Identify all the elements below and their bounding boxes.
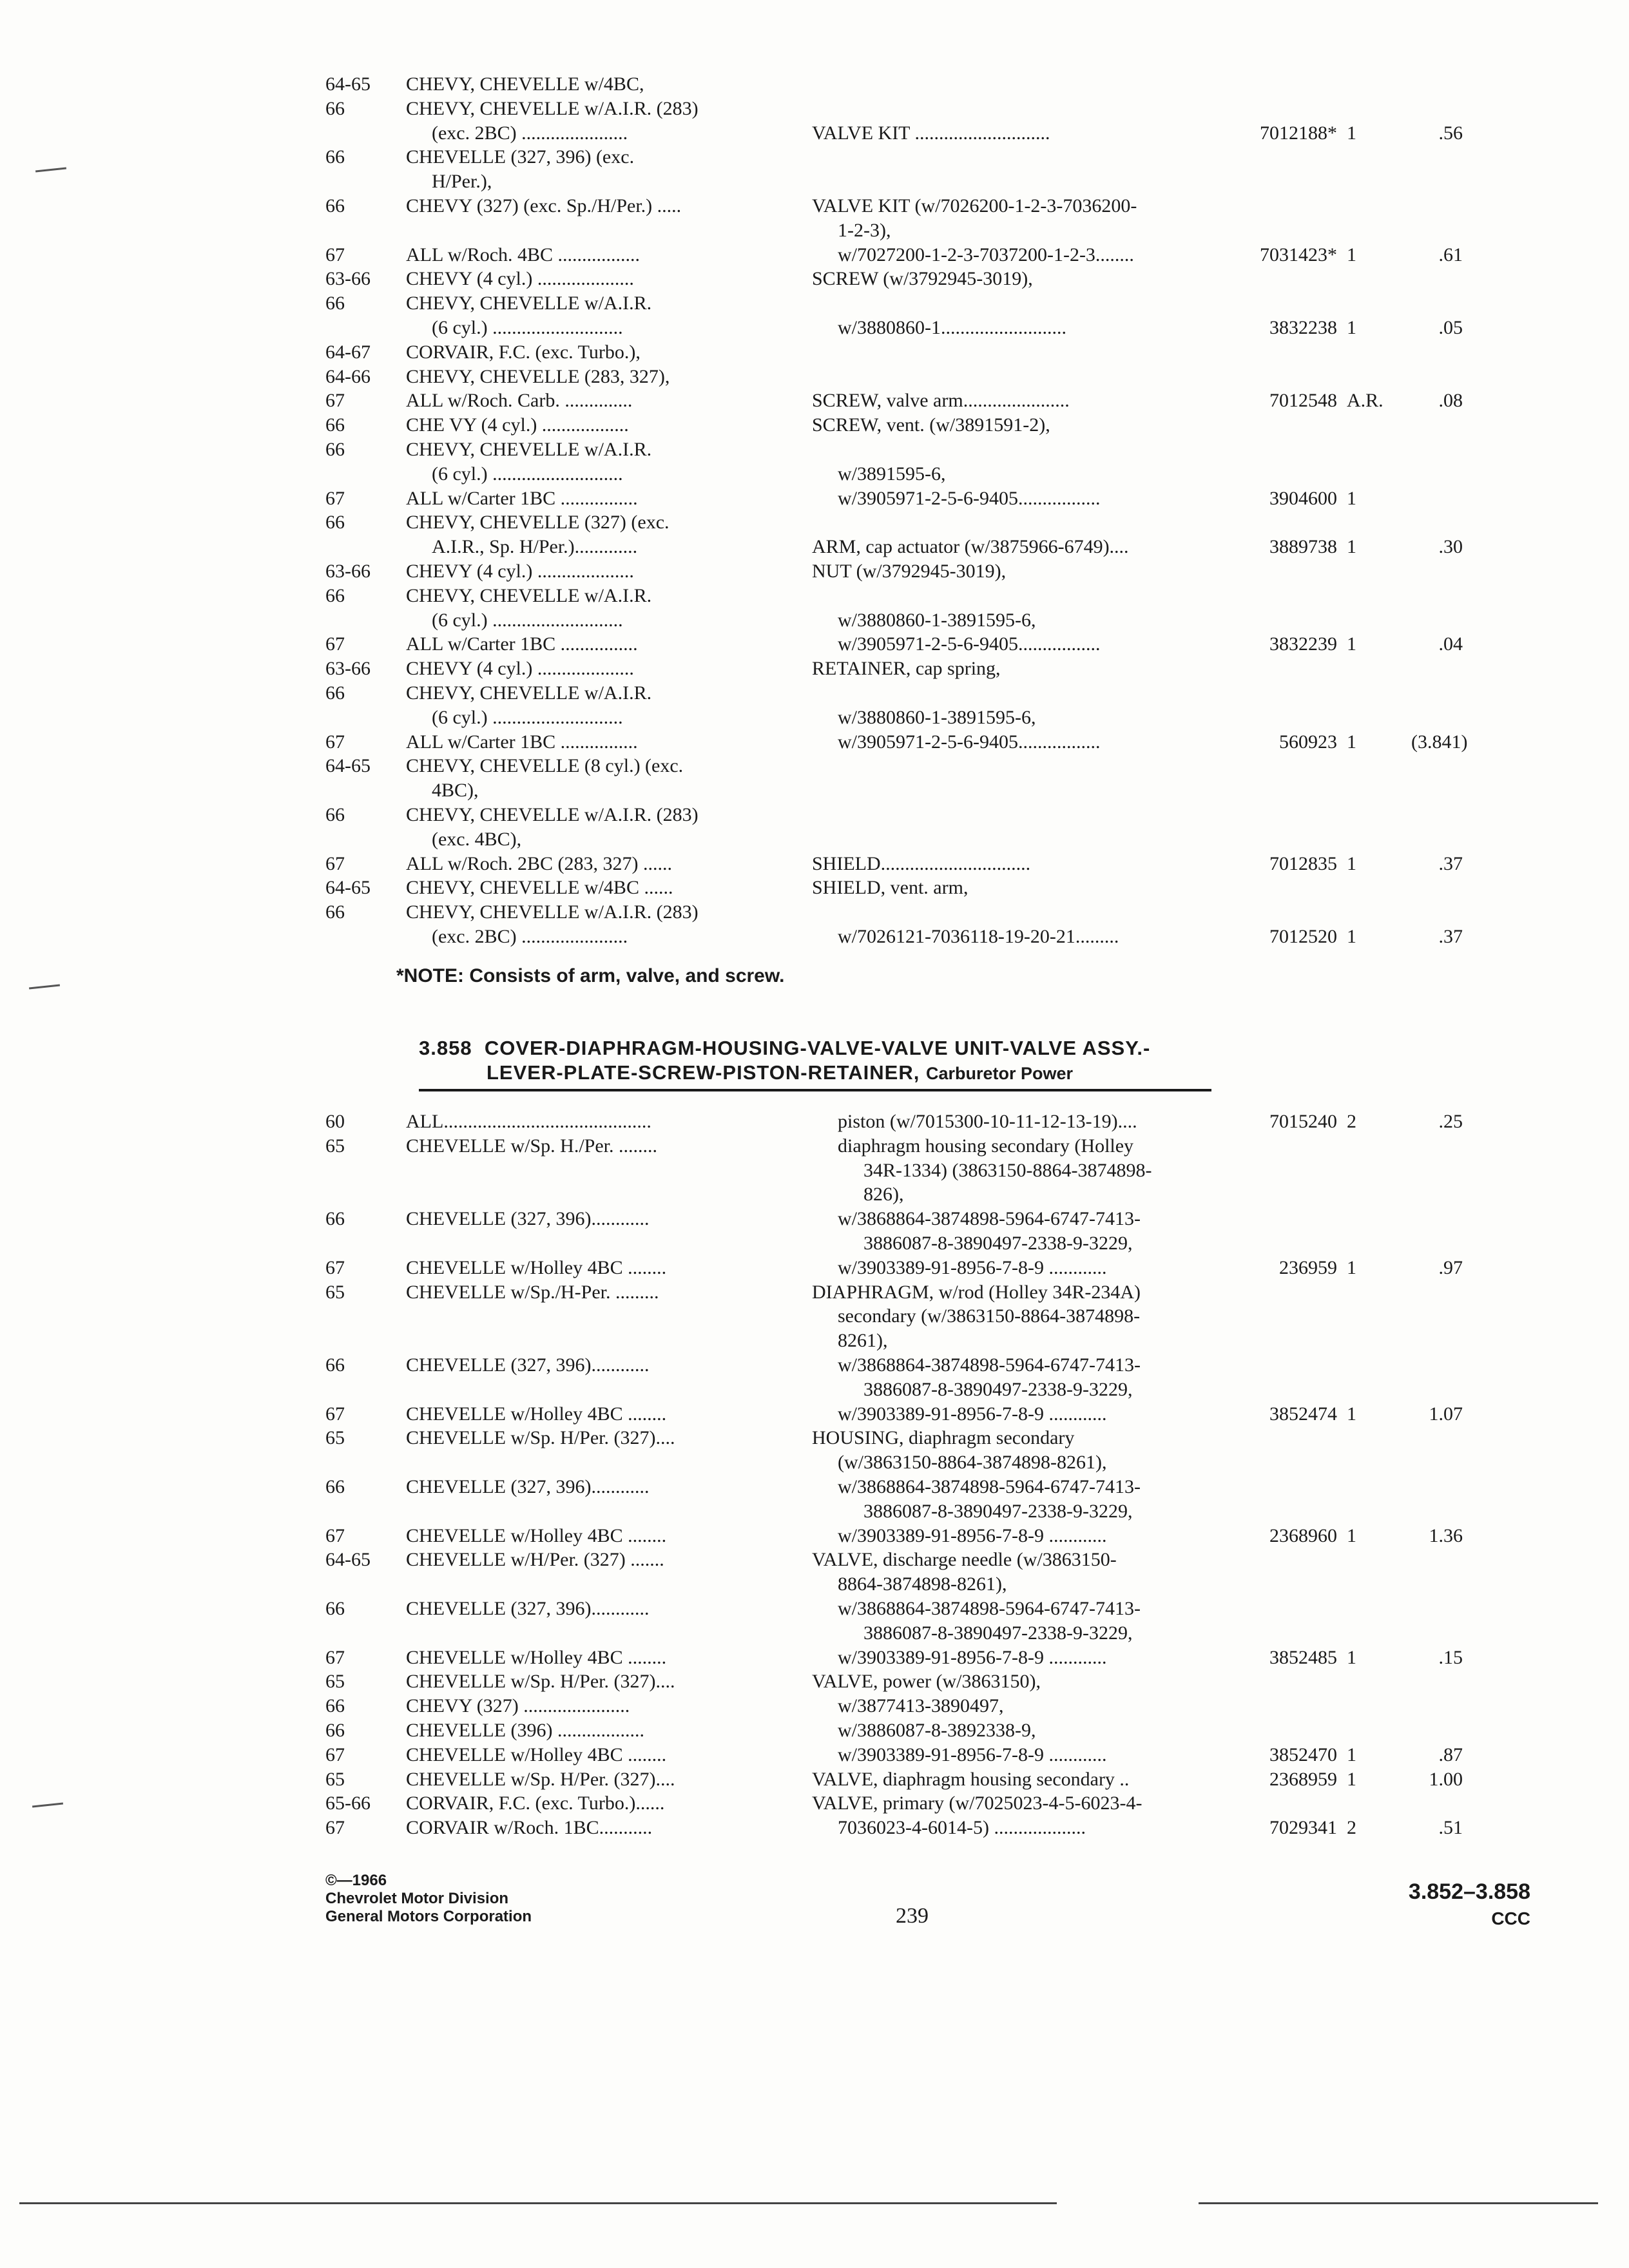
part-description: VALVE, power (w/3863150), bbox=[812, 1671, 1041, 1692]
part-description: diaphragm housing secondary (Holley bbox=[838, 1135, 1134, 1157]
part-number: 7012188* bbox=[1260, 122, 1337, 144]
application: CHEVELLE w/Holley 4BC ........ bbox=[406, 1257, 667, 1278]
application: CHEVELLE w/Sp. H/Per. (327).... bbox=[406, 1769, 675, 1790]
quantity: 1 bbox=[1347, 926, 1356, 947]
part-number: 7012835 bbox=[1269, 853, 1337, 874]
part-description: secondary (w/3863150-8864-3874898- bbox=[838, 1305, 1141, 1327]
section-number: 3.858 bbox=[419, 1037, 472, 1059]
model-year: 64-65 bbox=[325, 73, 371, 95]
table-row bbox=[0, 1694, 1629, 1718]
model-year: 65 bbox=[325, 1769, 345, 1790]
application: ALL w/Roch. 2BC (283, 327) ...... bbox=[406, 853, 673, 874]
table-row bbox=[0, 1256, 1629, 1280]
table-row bbox=[0, 778, 1629, 803]
part-description: w/3886087-8-3892338-9, bbox=[838, 1720, 1036, 1741]
list-price: .56 bbox=[1438, 122, 1463, 144]
quantity: 1 bbox=[1347, 1403, 1356, 1425]
part-description: SCREW, vent. (w/3891591-2), bbox=[812, 414, 1050, 436]
table-row bbox=[0, 291, 1629, 316]
application: CHEVY (327) (exc. Sp./H/Per.) ..... bbox=[406, 195, 682, 216]
application: 4BC), bbox=[432, 780, 479, 801]
copyright: ©—1966 bbox=[325, 1872, 387, 1889]
part-description: RETAINER, cap spring, bbox=[812, 658, 1001, 679]
table-row bbox=[0, 1110, 1629, 1134]
part-description: 3886087-8-3890497-2338-9-3229, bbox=[863, 1233, 1133, 1254]
part-description: 34R-1334) (3863150-8864-3874898- bbox=[863, 1160, 1152, 1181]
quantity: 1 bbox=[1347, 244, 1356, 265]
part-number: 560923 bbox=[1279, 731, 1337, 753]
part-number: 3852474 bbox=[1269, 1403, 1337, 1425]
part-description: w/3903389-91-8956-7-8-9 ............ bbox=[838, 1403, 1107, 1425]
table-row bbox=[0, 1450, 1629, 1475]
table-row bbox=[0, 559, 1629, 584]
part-description: w/3868864-3874898-5964-6747-7413- bbox=[838, 1476, 1141, 1497]
table-row bbox=[0, 852, 1629, 876]
application: ALL w/Carter 1BC ................ bbox=[406, 731, 638, 753]
part-description: SHIELD, vent. arm, bbox=[812, 877, 969, 898]
model-year: 67 bbox=[325, 731, 345, 753]
table-row bbox=[0, 1499, 1629, 1524]
application: CHEVY (4 cyl.) .................... bbox=[406, 268, 634, 289]
bottom-rule-right bbox=[1199, 2202, 1598, 2204]
application: CHEVELLE (327, 396)............ bbox=[406, 1208, 650, 1229]
list-price: .05 bbox=[1438, 317, 1463, 338]
part-description: w/7027200-1-2-3-7037200-1-2-3........ bbox=[838, 244, 1134, 265]
table-row bbox=[0, 1767, 1629, 1792]
page-number: 239 bbox=[896, 1904, 929, 1928]
model-year: 67 bbox=[325, 1403, 345, 1425]
table-row bbox=[0, 1182, 1629, 1207]
section-heading-rule bbox=[419, 1089, 1211, 1091]
model-year: 66 bbox=[325, 585, 345, 606]
table-row bbox=[0, 1548, 1629, 1572]
part-description: (w/3863150-8864-3874898-8261), bbox=[838, 1452, 1107, 1473]
quantity: 1 bbox=[1347, 1257, 1356, 1278]
model-year: 67 bbox=[325, 853, 345, 874]
part-description: piston (w/7015300-10-11-12-13-19).... bbox=[838, 1111, 1137, 1132]
table-row bbox=[0, 437, 1629, 462]
part-description: w/3880860-1.......................... bbox=[838, 317, 1066, 338]
table-row bbox=[0, 1572, 1629, 1597]
model-year: 66 bbox=[325, 293, 345, 314]
table-row bbox=[0, 72, 1629, 97]
table-row bbox=[0, 462, 1629, 486]
application: CHEVY (4 cyl.) .................... bbox=[406, 658, 634, 679]
table-row bbox=[0, 1158, 1629, 1183]
part-description: VALVE KIT (w/7026200-1-2-3-7036200- bbox=[812, 195, 1137, 216]
part-description: w/3903389-91-8956-7-8-9 ............ bbox=[838, 1744, 1107, 1765]
quantity: 1 bbox=[1347, 536, 1356, 557]
model-year: 64-65 bbox=[325, 1549, 371, 1570]
part-description: w/3877413-3890497, bbox=[838, 1695, 1004, 1716]
model-year: 64-66 bbox=[325, 366, 371, 387]
model-year: 66 bbox=[325, 1720, 345, 1741]
list-price: .61 bbox=[1438, 244, 1463, 265]
application: CHEVELLE (327, 396)............ bbox=[406, 1476, 650, 1497]
part-description: w/3905971-2-5-6-9405................. bbox=[838, 488, 1101, 509]
model-year: 65 bbox=[325, 1282, 345, 1303]
model-year: 67 bbox=[325, 1817, 345, 1838]
list-price: .30 bbox=[1438, 536, 1463, 557]
table-row bbox=[0, 1426, 1629, 1450]
model-year: 66 bbox=[325, 512, 345, 533]
section-title-line2: LEVER-PLATE-SCREW-PISTON-RETAINER, bbox=[487, 1061, 920, 1084]
application: CORVAIR w/Roch. 1BC........... bbox=[406, 1817, 653, 1838]
list-price: 1.00 bbox=[1429, 1769, 1463, 1790]
quantity: 1 bbox=[1347, 317, 1356, 338]
application: CHEVELLE w/Holley 4BC ........ bbox=[406, 1403, 667, 1425]
application: CHEVELLE w/Sp./H-Per. ......... bbox=[406, 1282, 659, 1303]
quantity: 1 bbox=[1347, 488, 1356, 509]
list-price: 1.07 bbox=[1429, 1403, 1463, 1425]
application: CHEVELLE w/Sp. H/Per. (327).... bbox=[406, 1671, 675, 1692]
part-description: VALVE, diaphragm housing secondary .. bbox=[812, 1769, 1130, 1790]
model-year: 66 bbox=[325, 682, 345, 704]
application: CHEVY, CHEVELLE w/A.I.R. bbox=[406, 682, 652, 704]
part-number: 7029341 bbox=[1269, 1817, 1337, 1838]
model-year: 67 bbox=[325, 1257, 345, 1278]
part-number: 7012520 bbox=[1269, 926, 1337, 947]
part-description: SHIELD............................... bbox=[812, 853, 1031, 874]
section-range-block bbox=[1379, 1878, 1530, 1932]
list-price: .25 bbox=[1438, 1111, 1463, 1132]
table-row bbox=[0, 1329, 1629, 1353]
model-year: 66 bbox=[325, 1598, 345, 1619]
quantity: A.R. bbox=[1347, 390, 1383, 411]
part-number: 7015240 bbox=[1269, 1111, 1337, 1132]
application: CHEVY, CHEVELLE w/A.I.R. bbox=[406, 293, 652, 314]
model-year: 65 bbox=[325, 1427, 345, 1448]
section-heading bbox=[419, 1036, 1150, 1086]
table-row bbox=[0, 706, 1629, 730]
part-description: w/3903389-91-8956-7-8-9 ............ bbox=[838, 1647, 1107, 1668]
table-row bbox=[0, 1646, 1629, 1670]
table-row bbox=[0, 681, 1629, 706]
margin-mark bbox=[29, 984, 60, 989]
application: CHEVY, CHEVELLE (8 cyl.) (exc. bbox=[406, 755, 684, 776]
application: CHEVY, CHEVELLE (283, 327), bbox=[406, 366, 670, 387]
note: *NOTE: Consists of arm, valve, and screw. bbox=[396, 965, 785, 986]
quantity: 1 bbox=[1347, 1647, 1356, 1668]
model-year: 65 bbox=[325, 1671, 345, 1692]
list-price: .51 bbox=[1438, 1817, 1463, 1838]
model-year: 63-66 bbox=[325, 268, 371, 289]
table-row bbox=[0, 535, 1629, 559]
application: A.I.R., Sp. H/Per.)............. bbox=[432, 536, 638, 557]
part-description: w/3891595-6, bbox=[838, 463, 946, 485]
application: (6 cyl.) ........................... bbox=[432, 463, 623, 485]
part-description: 3886087-8-3890497-2338-9-3229, bbox=[863, 1379, 1133, 1400]
part-number: 7031423* bbox=[1260, 244, 1337, 265]
table-row bbox=[0, 486, 1629, 511]
table-row bbox=[0, 389, 1629, 413]
model-year: 63-66 bbox=[325, 561, 371, 582]
table-row bbox=[0, 1134, 1629, 1158]
part-number: 3904600 bbox=[1269, 488, 1337, 509]
part-description: NUT (w/3792945-3019), bbox=[812, 561, 1007, 582]
table-row bbox=[0, 510, 1629, 535]
table-row bbox=[0, 413, 1629, 437]
table-row bbox=[0, 1718, 1629, 1743]
part-description: 3886087-8-3890497-2338-9-3229, bbox=[863, 1622, 1133, 1644]
model-year: 66 bbox=[325, 1695, 345, 1716]
application: (exc. 2BC) ...................... bbox=[432, 122, 628, 144]
application: (6 cyl.) ........................... bbox=[432, 610, 623, 631]
part-description: SCREW (w/3792945-3019), bbox=[812, 268, 1033, 289]
model-year: 67 bbox=[325, 1525, 345, 1546]
corporation: General Motors Corporation bbox=[325, 1908, 532, 1925]
model-year: 66 bbox=[325, 414, 345, 436]
part-description: 3886087-8-3890497-2338-9-3229, bbox=[863, 1501, 1133, 1522]
table-row bbox=[0, 267, 1629, 291]
model-year: 66 bbox=[325, 1208, 345, 1229]
application: CHEVY (4 cyl.) .................... bbox=[406, 561, 634, 582]
part-description: VALVE, primary (w/7025023-4-5-6023-4- bbox=[812, 1792, 1142, 1814]
table-row bbox=[0, 365, 1629, 389]
table-row bbox=[0, 632, 1629, 657]
table-row bbox=[0, 1597, 1629, 1621]
part-description: w/3880860-1-3891595-6, bbox=[838, 707, 1036, 728]
application: ALL w/Carter 1BC ................ bbox=[406, 633, 638, 655]
model-year: 67 bbox=[325, 633, 345, 655]
quantity: 1 bbox=[1347, 633, 1356, 655]
table-row bbox=[0, 1621, 1629, 1646]
model-year: 63-66 bbox=[325, 658, 371, 679]
part-description: DIAPHRAGM, w/rod (Holley 34R-234A) bbox=[812, 1282, 1141, 1303]
part-description: ARM, cap actuator (w/3875966-6749).... bbox=[812, 536, 1129, 557]
model-year: 66 bbox=[325, 439, 345, 460]
table-row bbox=[0, 169, 1629, 194]
table-row bbox=[0, 1378, 1629, 1402]
application: CHEVELLE (327, 396)............ bbox=[406, 1354, 650, 1376]
table-row bbox=[0, 1816, 1629, 1840]
model-year: 64-65 bbox=[325, 755, 371, 776]
part-number: 236959 bbox=[1279, 1257, 1337, 1278]
part-description: VALVE, discharge needle (w/3863150- bbox=[812, 1549, 1117, 1570]
model-year: 64-65 bbox=[325, 877, 371, 898]
part-description: w/3903389-91-8956-7-8-9 ............ bbox=[838, 1257, 1107, 1278]
quantity: 1 bbox=[1347, 1525, 1356, 1546]
table-row bbox=[0, 754, 1629, 778]
part-description: w/3880860-1-3891595-6, bbox=[838, 610, 1036, 631]
table-row bbox=[0, 243, 1629, 267]
part-description: w/3868864-3874898-5964-6747-7413- bbox=[838, 1354, 1141, 1376]
application: H/Per.), bbox=[432, 171, 492, 192]
part-number: 3832238 bbox=[1269, 317, 1337, 338]
model-year: 66 bbox=[325, 901, 345, 923]
model-year: 66 bbox=[325, 1476, 345, 1497]
model-year: 66 bbox=[325, 1354, 345, 1376]
application: CHEVELLE (396) .................. bbox=[406, 1720, 644, 1741]
table-row bbox=[0, 803, 1629, 827]
table-row bbox=[0, 657, 1629, 681]
list-price: .97 bbox=[1438, 1257, 1463, 1278]
list-price: 1.36 bbox=[1429, 1525, 1463, 1546]
table-row bbox=[0, 340, 1629, 365]
part-description: 7036023-4-6014-5) ................... bbox=[838, 1817, 1086, 1838]
application: CHEVY, CHEVELLE w/A.I.R. bbox=[406, 439, 652, 460]
model-year: 67 bbox=[325, 390, 345, 411]
part-description: HOUSING, diaphragm secondary bbox=[812, 1427, 1075, 1448]
quantity: 1 bbox=[1347, 1744, 1356, 1765]
application: CHEVELLE w/Sp. H/Per. (327).... bbox=[406, 1427, 675, 1448]
table-row bbox=[0, 1475, 1629, 1499]
quantity: 1 bbox=[1347, 853, 1356, 874]
table-row bbox=[0, 1524, 1629, 1548]
application: CHEVELLE w/Holley 4BC ........ bbox=[406, 1744, 667, 1765]
list-price: .87 bbox=[1438, 1744, 1463, 1765]
list-price: .37 bbox=[1438, 853, 1463, 874]
model-year: 65-66 bbox=[325, 1792, 371, 1814]
table-row bbox=[0, 584, 1629, 608]
table-row bbox=[0, 316, 1629, 340]
section-title-line1: COVER-DIAPHRAGM-HOUSING-VALVE-VALVE UNIT-VALVE ASSY.- bbox=[484, 1037, 1151, 1059]
list-price: (3.841) bbox=[1411, 731, 1468, 753]
application: CHEVY, CHEVELLE (327) (exc. bbox=[406, 512, 670, 533]
model-year: 65 bbox=[325, 1135, 345, 1157]
table-row bbox=[0, 827, 1629, 852]
table-row bbox=[0, 1743, 1629, 1767]
application: CHEVY, CHEVELLE w/4BC, bbox=[406, 73, 644, 95]
bottom-rule-left bbox=[19, 2202, 1057, 2204]
part-number: 7012548 bbox=[1269, 390, 1337, 411]
table-row bbox=[0, 145, 1629, 169]
table-row bbox=[0, 608, 1629, 633]
application: (6 cyl.) ........................... bbox=[432, 317, 623, 338]
publisher-block bbox=[325, 1872, 532, 1926]
quantity: 1 bbox=[1347, 1769, 1356, 1790]
part-description: 1-2-3), bbox=[838, 220, 891, 241]
part-number: 3832239 bbox=[1269, 633, 1337, 655]
list-price: .37 bbox=[1438, 926, 1463, 947]
table-row bbox=[0, 1231, 1629, 1256]
model-year: 67 bbox=[325, 244, 345, 265]
table-row bbox=[0, 121, 1629, 146]
part-description: SCREW, valve arm...................... bbox=[812, 390, 1070, 411]
application: CHEVY, CHEVELLE w/A.I.R. (283) bbox=[406, 98, 699, 119]
table-row bbox=[0, 1207, 1629, 1231]
table-row bbox=[0, 194, 1629, 218]
quantity: 2 bbox=[1347, 1817, 1356, 1838]
table-row bbox=[0, 1402, 1629, 1427]
application: CHEVELLE (327, 396) (exc. bbox=[406, 146, 635, 168]
application: ALL w/Roch. Carb. .............. bbox=[406, 390, 633, 411]
table-row bbox=[0, 97, 1629, 121]
application: CHEVELLE w/H/Per. (327) ....... bbox=[406, 1549, 664, 1570]
part-number: 2368959 bbox=[1269, 1769, 1337, 1790]
part-description: 826), bbox=[863, 1184, 904, 1205]
application: (exc. 4BC), bbox=[432, 829, 522, 850]
part-description: 8261), bbox=[838, 1330, 888, 1351]
table-row bbox=[0, 876, 1629, 900]
application: ALL........................................... bbox=[406, 1111, 651, 1132]
application: CORVAIR, F.C. (exc. Turbo.), bbox=[406, 341, 641, 363]
list-price: .15 bbox=[1438, 1647, 1463, 1668]
application: CHEVY, CHEVELLE w/A.I.R. (283) bbox=[406, 901, 699, 923]
table-row bbox=[0, 1304, 1629, 1329]
model-year: 67 bbox=[325, 488, 345, 509]
list-price: .04 bbox=[1438, 633, 1463, 655]
section-subtitle: Carburetor Power bbox=[925, 1064, 1074, 1083]
division: Chevrolet Motor Division bbox=[325, 1890, 509, 1907]
model-year: 66 bbox=[325, 98, 345, 119]
table-row bbox=[0, 218, 1629, 243]
model-year: 67 bbox=[325, 1744, 345, 1765]
application: CHEVY, CHEVELLE w/4BC ...... bbox=[406, 877, 673, 898]
application: CHEVELLE w/Sp. H./Per. ........ bbox=[406, 1135, 657, 1157]
table-row bbox=[0, 730, 1629, 754]
application: ALL w/Roch. 4BC ................. bbox=[406, 244, 641, 265]
quantity: 1 bbox=[1347, 731, 1356, 753]
application: CHEVY, CHEVELLE w/A.I.R. bbox=[406, 585, 652, 606]
model-year: 67 bbox=[325, 1647, 345, 1668]
part-number: 2368960 bbox=[1269, 1525, 1337, 1546]
part-number: 3852485 bbox=[1269, 1647, 1337, 1668]
quantity: 1 bbox=[1347, 122, 1356, 144]
application: (6 cyl.) ........................... bbox=[432, 707, 623, 728]
part-description: w/3868864-3874898-5964-6747-7413- bbox=[838, 1208, 1141, 1229]
section-range: 3.852–3.858 bbox=[1408, 1879, 1530, 1904]
part-number: 3889738 bbox=[1269, 536, 1337, 557]
application: CORVAIR, F.C. (exc. Turbo.)...... bbox=[406, 1792, 665, 1814]
catalog-code: CCC bbox=[1491, 1908, 1530, 1928]
table-row bbox=[0, 1791, 1629, 1816]
part-number: 3852470 bbox=[1269, 1744, 1337, 1765]
part-description: VALVE KIT ............................ bbox=[812, 122, 1050, 144]
list-price: .08 bbox=[1438, 390, 1463, 411]
part-description: 8864-3874898-8261), bbox=[838, 1573, 1007, 1595]
table-row bbox=[0, 1353, 1629, 1378]
part-description: w/3905971-2-5-6-9405................. bbox=[838, 633, 1101, 655]
quantity: 2 bbox=[1347, 1111, 1356, 1132]
model-year: 66 bbox=[325, 804, 345, 825]
part-description: w/3903389-91-8956-7-8-9 ............ bbox=[838, 1525, 1107, 1546]
part-description: w/3905971-2-5-6-9405................. bbox=[838, 731, 1101, 753]
application: (exc. 2BC) ...................... bbox=[432, 926, 628, 947]
model-year: 60 bbox=[325, 1111, 345, 1132]
application: CHEVELLE w/Holley 4BC ........ bbox=[406, 1525, 667, 1546]
model-year: 66 bbox=[325, 146, 345, 168]
table-row bbox=[0, 1669, 1629, 1694]
table-row bbox=[0, 900, 1629, 925]
model-year: 66 bbox=[325, 195, 345, 216]
model-year: 64-67 bbox=[325, 341, 371, 363]
application: CHEVELLE w/Holley 4BC ........ bbox=[406, 1647, 667, 1668]
application: CHEVY (327) ...................... bbox=[406, 1695, 630, 1716]
table-row bbox=[0, 925, 1629, 949]
application: CHE VY (4 cyl.) .................. bbox=[406, 414, 629, 436]
part-description: w/3868864-3874898-5964-6747-7413- bbox=[838, 1598, 1141, 1619]
table-row bbox=[0, 1280, 1629, 1305]
part-description: w/7026121-7036118-19-20-21......... bbox=[838, 926, 1119, 947]
application: CHEVY, CHEVELLE w/A.I.R. (283) bbox=[406, 804, 699, 825]
application: ALL w/Carter 1BC ................ bbox=[406, 488, 638, 509]
application: CHEVELLE (327, 396)............ bbox=[406, 1598, 650, 1619]
